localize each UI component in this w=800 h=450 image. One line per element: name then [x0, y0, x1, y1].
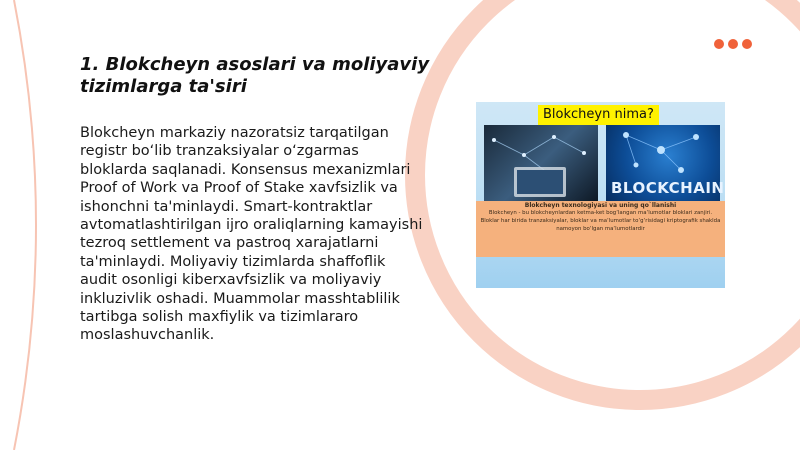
caption-text: Blokcheyn - bu blokcheynlardan ketma-ket bog‘langan ma‘lumotlar bloklari zanjiri. Bloklar har birida tranzaksiyalar, bloklar va ma‘lumotlar to‘g‘risidagi kriptografik shaklda namoyon bo‘lgan ma‘lumotlardir [480, 210, 721, 232]
infographic-title: Blokcheyn nima? [538, 105, 659, 125]
dot-icon [742, 39, 752, 49]
slide-body-text: Blokcheyn markaziy nazoratsiz tarqatilgan registr bo‘lib tranzaksiyalar o‘zgarmas bloklarda saqlanadi. Konsensus mexanizmlari Proof of Work va Proof of Stake xavfsizlik va ishonchni ta'minlaydi. Smart-kontraktlar avtomatlashtirilgan ijro oraliqlarning kamayishi tezroq settlement va pastroq xarajatlarni ta'minlaydi. Moliyaviy tizimlarda shaffoflik audit osonligi kiberxavfsizlik va moliyaviy inkluzivlik oshadi. Muammolar masshtablilik tartibga solish maxfiylik va tizimlararo moslashuvchanlik. [80, 125, 423, 344]
blockchain-infographic [476, 102, 725, 288]
left-decor-arc [14, 0, 36, 450]
blockchain-photo [606, 125, 725, 202]
tablet-network-illustration [484, 125, 598, 202]
slide-title: 1. Blokcheyn asoslari va moliyaviy tizimlarga ta'siri [80, 54, 430, 97]
caption-title: Blokcheyn texnologiyasi va uning qo`llanishi [524, 202, 677, 209]
infographic-caption [476, 201, 725, 257]
blockchain-word: BLOCKCHAIN [611, 179, 725, 197]
dot-icon [728, 39, 738, 49]
decorative-dots [714, 39, 752, 49]
dot-icon [714, 39, 724, 49]
tablet-photo [484, 125, 598, 202]
